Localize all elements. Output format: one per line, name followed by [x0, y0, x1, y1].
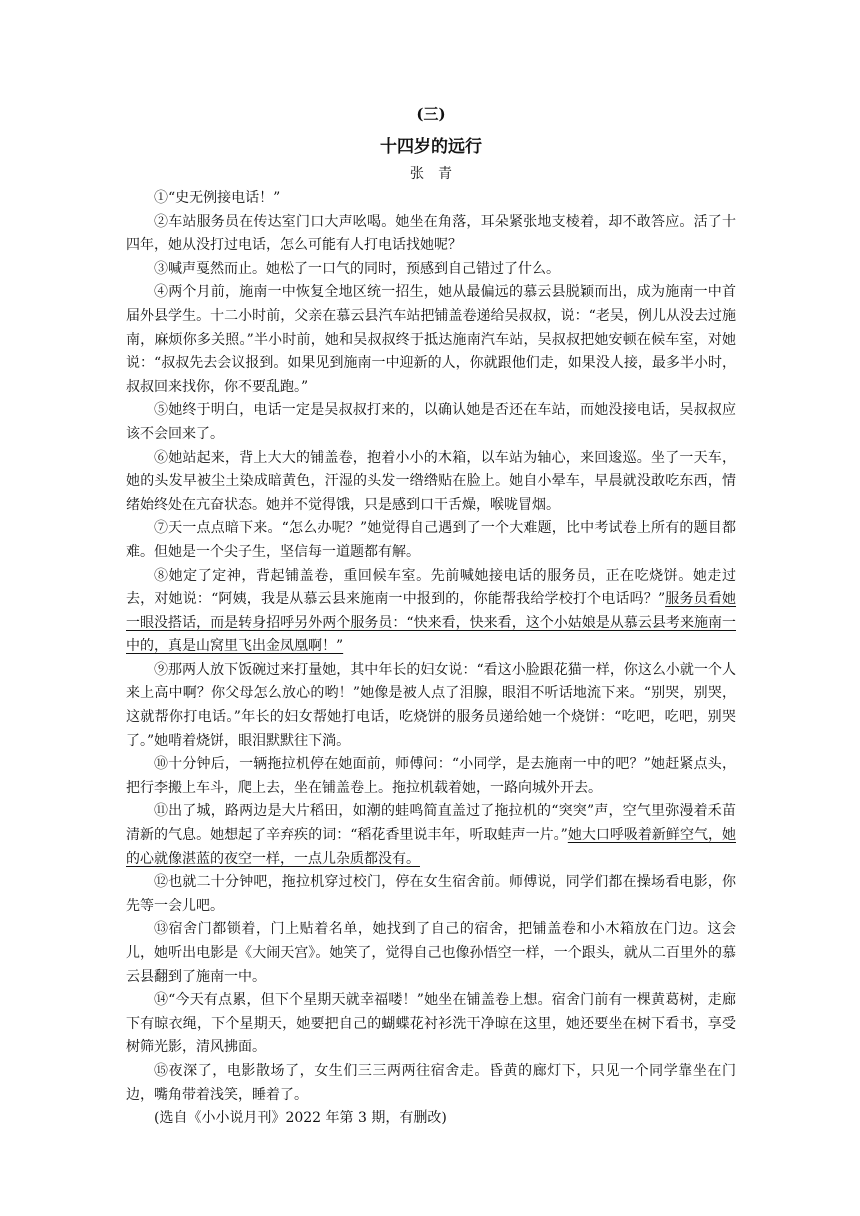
paragraph-4: ④两个月前，施南一中恢复全地区统一招生，她从最偏远的慕云县脱颖而出，成为施南一中首届外县学生。十二小时前，父亲在慕云县汽车站把铺盖卷递给吴叔叔，说：“老吴，例儿从没去过施南，麻烦你多关照。”半小时前，她和吴叔叔终于抵达施南汽车站，吴叔叔把她安顿在候车室，对她说：“叔叔先去会议报到。如果见到施南一中迎新的人，你就跟他们走，如果没人接，最多半小时，叔叔回来找你，你不要乱跑。” — [126, 284, 736, 395]
paragraph-13: ⑬宿舍门都锁着，门上贴着名单，她找到了自己的宿舍，把铺盖卷和小木箱放在门边。这会儿，她听出电影是《大闹天宫》。她笑了，觉得自己也像孙悟空一样，一个跟头，就从二百里外的慕云县翻到了施南一中。 — [126, 921, 736, 985]
article — [126, 104, 736, 1131]
paragraph-2: ②车站服务员在传达室门口大声吆喝。她坐在角落，耳朵紧张地支棱着，却不敢答应。活了十四年，她从没打过电话，怎么可能有人打电话找她呢？ — [126, 213, 736, 254]
paragraph-10: ⑩十分钟后，一辆拖拉机停在她面前，师傅问：“小同学，是去施南一中的吧？”她赶紧点头，把行李搬上车斗，爬上去，坐在铺盖卷上。拖拉机载着她，一路向城外开去。 — [126, 756, 736, 796]
article-title: 十四岁的远行 — [380, 137, 482, 157]
paragraph-6: ⑥她站起来，背上大大的铺盖卷，抱着小小的木箱，以车站为轴心，来回逡巡。坐了一天车，她的头发早被尘土染成暗黄色，汗湿的头发一绺绺贴在脸上。她自小晕车，早晨就没敢吃东西，情绪始终处在亢奋状态。她并不觉得饿，只是感到口干舌燥，喉咙冒烟。 — [126, 449, 736, 513]
paragraph-9: ⑨那两人放下饭碗过来打量她，其中年长的妇女说：“看这小脸跟花猫一样，你这么小就一个人来上高中啊？你父母怎么放心的哟！”她像是被人点了泪腺，眼泪不听话地流下来。“别哭，别哭，这就帮你打电话。”年长的妇女帮她打电话，吃烧饼的服务员递给她一个烧饼：“吃吧，吃吧，别哭了。”她啃着烧饼，眼泪默默往下淌。 — [126, 661, 736, 749]
paragraph-7: ⑦天一点点暗下来。“怎么办呢？”她觉得自己遇到了一个大难题，比中考试卷上所有的题目都难。但她是一个尖子生，坚信每一道题都有解。 — [126, 520, 736, 560]
underlined-sentence: 服务员看她一眼没搭话，而是转身招呼另外两个服务员：“快来看，快来看，这个小姑娘是从慕云县考来施南一中的，真是山窝里飞出金凤凰啊！” — [126, 591, 737, 655]
source-note: (选自《小小说月刊》2022 年第 3 期，有删改) — [154, 1110, 447, 1127]
paragraph-12: ⑫也就二十分钟吧，拖拉机穿过校门，停在女生宿舍前。师傅说，同学们都在操场看电影，你先等一会儿吧。 — [126, 874, 736, 914]
paragraph-8: ⑧她定了定神，背起铺盖卷，重回候车室。先前喊她接电话的服务员，正在吃烧饼。她走过去，对她说：“阿姨，我是从慕云县来施南一中报到的，你能帮我给学校打个电话吗？”服务员看她一眼没搭话，而是转身招呼另外两个服务员：“快来看，快来看，这个小姑娘是从慕云县考来施南一中的，真是山窝里飞出金凤凰啊！” — [126, 567, 737, 655]
paragraph-1: ①“史无例接电话！” — [154, 190, 281, 206]
paragraph-5: ⑤她终于明白，电话一定是吴叔叔打来的，以确认她是否还在车站，而她没接电话，吴叔叔应该不会回来了。 — [126, 402, 736, 442]
paragraph-3: ③喊声戛然而止。她松了一口气的同时，预感到自己错过了什么。 — [154, 260, 560, 277]
paragraph-14: ⑭“今天有点累，但下个星期天就幸福喽！”她坐在铺盖卷上想。宿舍门前有一棵黄葛树，走廊下有晾衣绳，下个星期天，她要把自己的蝴蝶花衬衫洗干净晾在这里，她还要坐在树下看书，享受树筛光影，清风拂面。 — [126, 992, 736, 1056]
paragraph-15: ⑮夜深了，电影散场了，女生们三三两两往宿舍走。昏黄的廊灯下，只见一个同学靠坐在门边，嘴角带着浅笑，睡着了。 — [126, 1062, 736, 1103]
section-number: (三) — [416, 105, 446, 123]
paragraph-11: ⑪出了城，路两边是大片稻田，如潮的蛙鸣简直盖过了拖拉机的“突突”声，空气里弥漫着禾苗清新的气息。她想起了辛弃疾的词：“稻花香里说丰年，听取蛙声一片。”她大口呼吸着新鲜空气，她的心就像湛蓝的夜空一样，一点儿杂质都没有。 — [126, 803, 736, 867]
author: 张青 — [410, 166, 466, 182]
underlined-sentence: 她大口呼吸着新鲜空气，她的心就像湛蓝的夜空一样，一点儿杂质都没有。 — [126, 827, 736, 867]
